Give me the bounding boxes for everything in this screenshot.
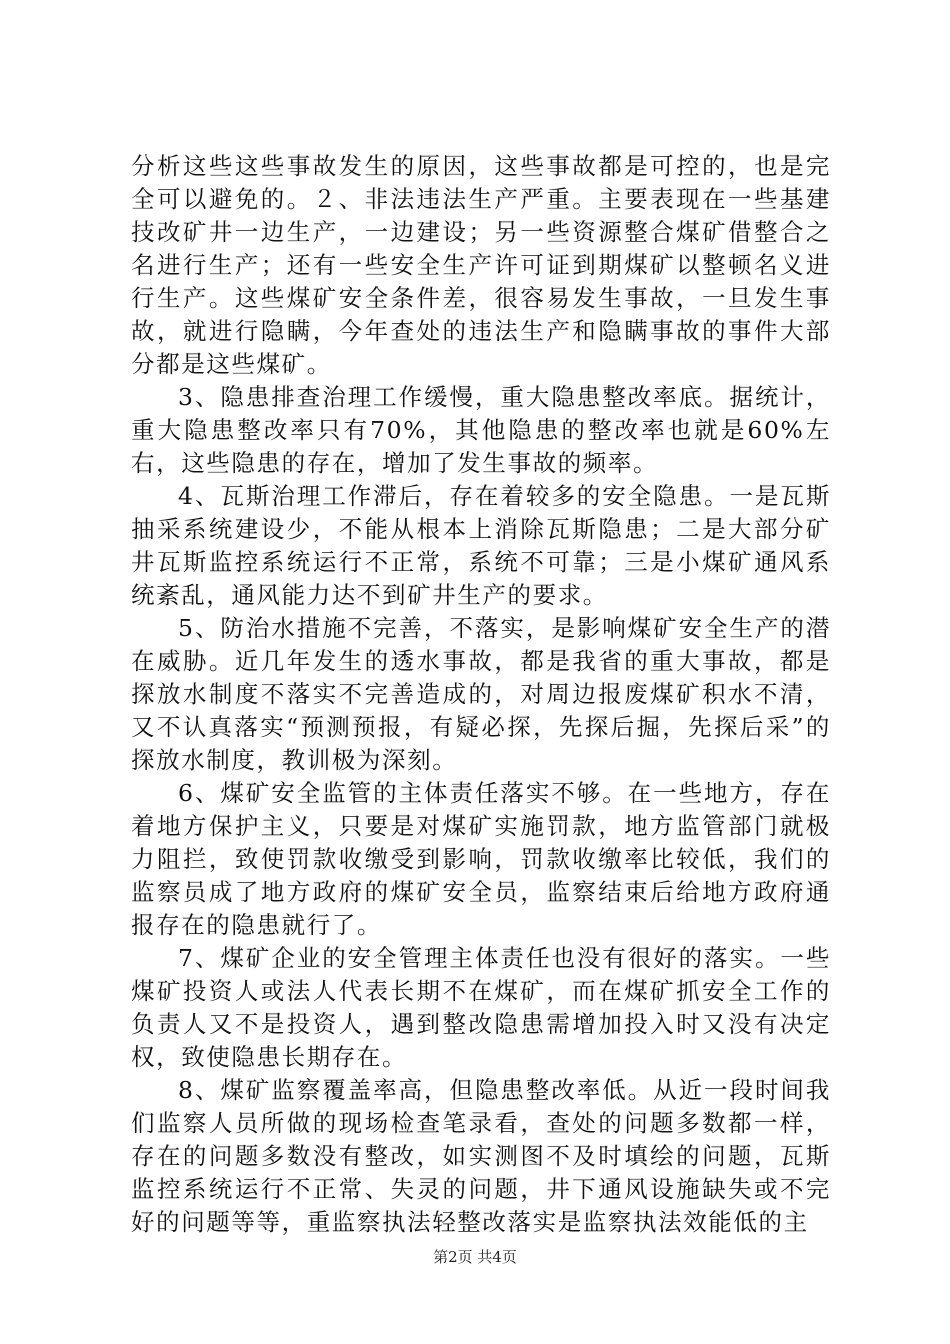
paragraph-2: 3、隐患排查治理工作缓慢，重大隐患整改率底。据统计，重大隐患整改率只有70%，其他隐患的整改率也就是60%左右，这些隐患的存在，增加了发生事故的频率。 (131, 383, 831, 477)
page-number-label: 第2页 共4页 (433, 1248, 517, 1266)
paragraph-7: 8、煤矿监察覆盖率高，但隐患整改率低。从近一段时间我们监察人员所做的现场检查笔录看，查处的问题多数都一样，存在的问题多数没有整改，如实测图不及时填绘的问题，瓦斯监控系统运行不正常、失灵的问题，井下通风设施缺失或不完好的问题等等，重监察执法轻整改落实是监察执法效能低的主 (131, 1076, 831, 1236)
paragraph-5: 6、煤矿安全监管的主体责任落实不够。在一些地方，存在着地方保护主义，只要是对煤矿实施罚款，地方监管部门就极力阻拦，致使罚款收缴受到影响，罚款收缴率比较低，我们的监察员成了地方政府的煤矿安全员，监察结束后给地方政府通报存在的隐患就行了。 (131, 779, 831, 939)
paragraph-3: 4、瓦斯治理工作滞后，存在着较多的安全隐患。一是瓦斯抽采系统建设少，不能从根本上消除瓦斯隐患；二是大部分矿井瓦斯监控系统运行不正常，系统不可靠；三是小煤矿通风系统紊乱，通风能力达不到矿井生产的要求。 (131, 482, 831, 609)
paragraph-1: 分析这些这些事故发生的原因，这些事故都是可控的，也是完全可以避免的。２、非法违法生产严重。主要表现在一些基建技改矿井一边生产，一边建设；另一些资源整合煤矿借整合之名进行生产；还有一些安全生产许可证到期煤矿以整顿名义进行生产。这些煤矿安全条件差，很容易发生事故，一旦发生事故，就进行隐瞒，今年查处的违法生产和隐瞒事故的事件大部分都是这些煤矿。 (131, 152, 831, 378)
paragraph-6: 7、煤矿企业的安全管理主体责任也没有很好的落实。一些煤矿投资人或法人代表长期不在煤矿，而在煤矿抓安全工作的负责人又不是投资人，遇到整改隐患需增加投入时又没有决定权，致使隐患长期存在。 (131, 944, 831, 1071)
paragraph-4: 5、防治水措施不完善，不落实，是影响煤矿安全生产的潜在威胁。近几年发生的透水事故，都是我省的重大事故，都是探放水制度不落实不完善造成的，对周边报废煤矿积水不清，又不认真落实“预测预报，有疑必探，先探后掘，先探后采”的探放水制度，教训极为深刻。 (131, 614, 831, 774)
document-body (131, 150, 831, 1239)
page-footer (0, 1247, 950, 1267)
